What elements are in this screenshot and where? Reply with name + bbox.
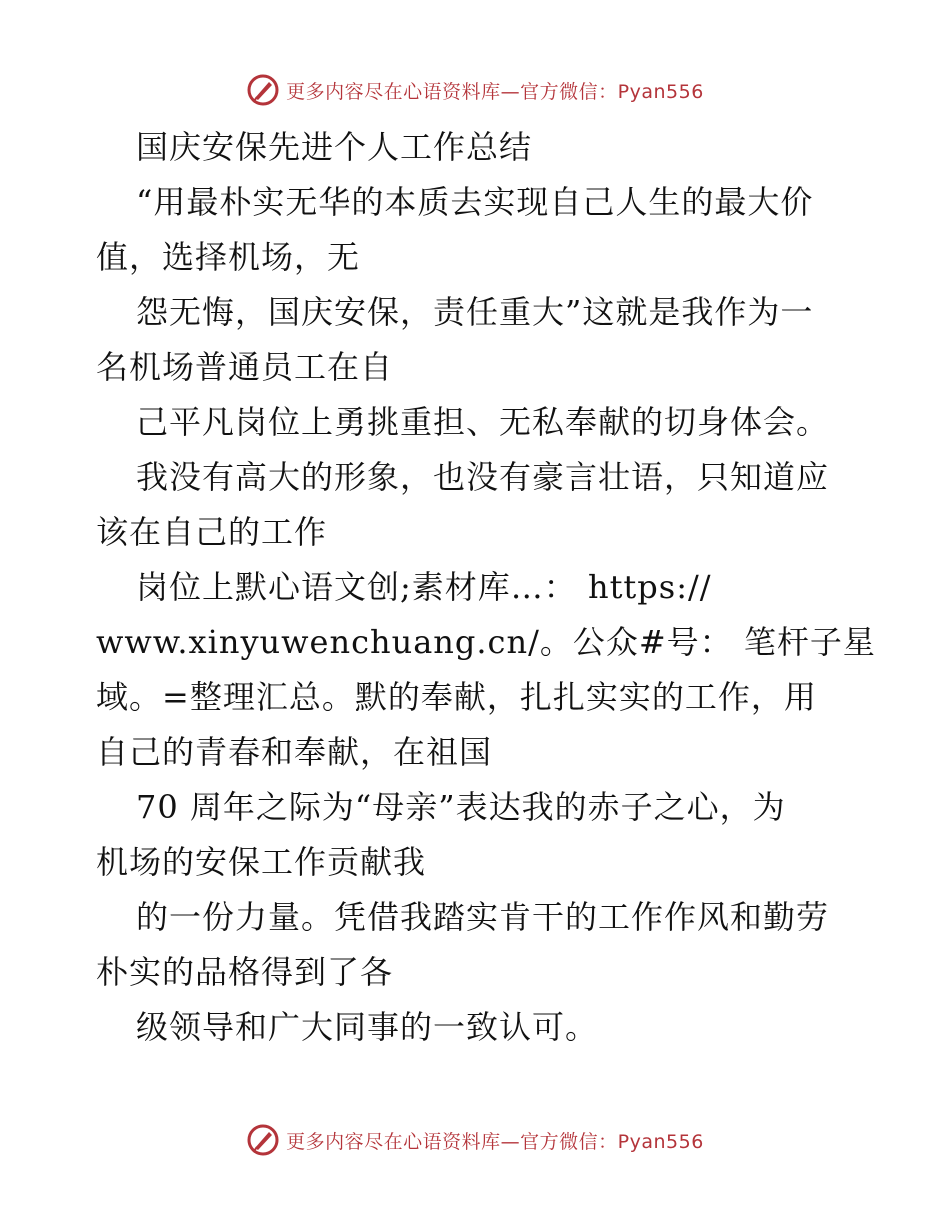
document-line: 值，选择机场，无: [96, 238, 361, 276]
header-banner: [0, 72, 950, 108]
footer-banner: [0, 1122, 950, 1158]
document-line: 该在自己的工作: [96, 513, 328, 551]
document-line: 名机场普通员工在自: [96, 348, 394, 386]
document-line: www.xinyuwenchuang.cn/。公众#号： 笔杆子星: [96, 623, 876, 661]
document-line: “用最朴实无华的本质去实现自己人生的最大价: [136, 183, 814, 221]
footer-banner-text: 更多内容尽在心语资料库—官方微信：Pyan556: [286, 1130, 704, 1153]
document-line: 70 周年之际为“母亲”表达我的赤子之心，为: [136, 788, 786, 826]
document-line: 自己的青春和奉献，在祖国: [96, 733, 493, 771]
document-line: 朴实的品格得到了各: [96, 953, 394, 991]
quill-pen-logo-icon: [246, 73, 280, 107]
document-line: 我没有高大的形象，也没有豪言壮语，只知道应: [136, 458, 830, 496]
document-line: 国庆安保先进个人工作总结: [136, 128, 533, 166]
quill-pen-logo-icon: [246, 1123, 280, 1157]
document-body: [96, 120, 876, 1055]
header-banner-text: 更多内容尽在心语资料库—官方微信：Pyan556: [286, 80, 704, 103]
document-line: 岗位上默心语文创;素材库…： https://: [136, 568, 712, 606]
document-line: 的一份力量。凭借我踏实肯干的工作作风和勤劳: [136, 898, 830, 936]
document-line: 怨无悔，国庆安保，责任重大”这就是我作为一: [136, 293, 814, 331]
document-line: 级领导和广大同事的一致认可。: [136, 1008, 599, 1046]
document-line: 域。=整理汇总。默的奉献，扎扎实实的工作，用: [96, 678, 817, 716]
document-line: 机场的安保工作贡献我: [96, 843, 427, 881]
document-line: 己平凡岗位上勇挑重担、无私奉献的切身体会。: [136, 403, 830, 441]
